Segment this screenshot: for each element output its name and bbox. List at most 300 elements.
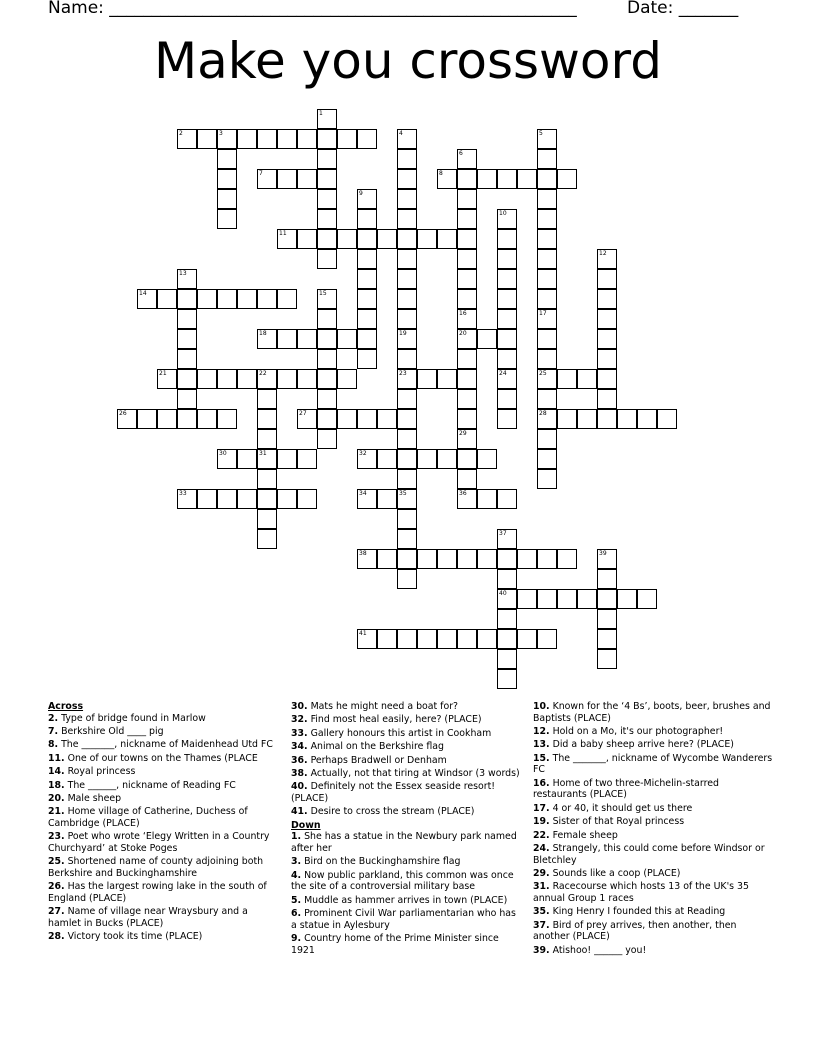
grid-cell[interactable] [497, 529, 517, 549]
grid-cell[interactable] [537, 309, 557, 329]
clue-item [48, 766, 278, 778]
grid-cell[interactable] [377, 549, 397, 569]
grid-cell[interactable] [177, 309, 197, 329]
grid-cell[interactable] [457, 629, 477, 649]
grid-cell[interactable] [457, 209, 477, 229]
clues-column-1 [48, 701, 278, 945]
grid-cell[interactable] [317, 169, 337, 189]
clue-number: 20 [459, 330, 467, 337]
clue-number: 38 [359, 550, 367, 557]
grid-cell[interactable] [497, 609, 517, 629]
grid-cell[interactable] [257, 169, 277, 189]
grid-cell[interactable] [297, 329, 317, 349]
grid-cell[interactable] [217, 369, 237, 389]
grid-cell[interactable] [457, 289, 477, 309]
clue-number: 32 [359, 450, 367, 457]
name-field-label: Name: _______________________________________________________ [48, 0, 577, 18]
clue-text: Country home of the Prime Minister since 1921 [291, 933, 499, 956]
clue-text: Muddle as hammer arrives in town (PLACE) [304, 894, 508, 906]
grid-cell[interactable] [597, 269, 617, 289]
grid-cell[interactable] [317, 109, 337, 129]
grid-cell[interactable] [497, 169, 517, 189]
clue-number-label: 10. [533, 701, 550, 712]
grid-cell[interactable] [457, 469, 477, 489]
grid-cell[interactable] [297, 129, 317, 149]
grid-cell[interactable] [397, 409, 417, 429]
clue-item [533, 830, 773, 842]
clue-number-label: 32. [291, 714, 308, 726]
grid-cell[interactable] [437, 449, 457, 469]
grid-cell[interactable] [257, 429, 277, 449]
grid-cell[interactable] [357, 289, 377, 309]
grid-cell[interactable] [457, 309, 477, 329]
grid-cell[interactable] [437, 229, 457, 249]
clue-number-label: 15. [533, 752, 550, 764]
grid-cell[interactable] [177, 349, 197, 369]
grid-cell[interactable] [497, 409, 517, 429]
grid-cell[interactable] [497, 669, 517, 689]
clue-number-label: 24. [533, 842, 550, 854]
grid-cell[interactable] [357, 269, 377, 289]
grid-cell[interactable] [457, 449, 477, 469]
grid-cell[interactable] [457, 349, 477, 369]
grid-cell[interactable] [217, 449, 237, 469]
grid-cell[interactable] [597, 589, 617, 609]
grid-cell[interactable] [337, 129, 357, 149]
clue-number-label: 4. [291, 869, 302, 881]
grid-cell[interactable] [317, 249, 337, 269]
grid-cell[interactable] [497, 549, 517, 569]
grid-cell[interactable] [217, 409, 237, 429]
grid-cell[interactable] [337, 229, 357, 249]
grid-cell[interactable] [257, 489, 277, 509]
grid-cell[interactable] [397, 469, 417, 489]
grid-cell[interactable] [157, 289, 177, 309]
grid-cell[interactable] [337, 329, 357, 349]
grid-cell[interactable] [557, 169, 577, 189]
grid-cell[interactable] [537, 389, 557, 409]
grid-cell[interactable] [237, 129, 257, 149]
grid-cell[interactable] [277, 489, 297, 509]
grid-cell[interactable] [377, 489, 397, 509]
grid-cell[interactable] [597, 649, 617, 669]
grid-cell[interactable] [197, 409, 217, 429]
clue-number: 39 [599, 550, 607, 557]
grid-cell[interactable] [537, 449, 557, 469]
grid-cell[interactable] [357, 549, 377, 569]
clue-number-label: 1. [291, 831, 302, 843]
grid-cell[interactable] [397, 329, 417, 349]
grid-cell[interactable] [397, 449, 417, 469]
clue-number: 7 [259, 170, 263, 177]
grid-cell[interactable] [477, 489, 497, 509]
clue-number-label: 30. [291, 701, 308, 712]
grid-cell[interactable] [397, 309, 417, 329]
grid-cell[interactable] [157, 409, 177, 429]
grid-cell[interactable] [377, 409, 397, 429]
grid-cell[interactable] [257, 409, 277, 429]
grid-cell[interactable] [397, 129, 417, 149]
clues-column-3 [533, 701, 773, 958]
clue-number: 19 [399, 330, 407, 337]
grid-cell[interactable] [537, 189, 557, 209]
grid-cell[interactable] [477, 329, 497, 349]
grid-cell[interactable] [377, 629, 397, 649]
grid-cell[interactable] [417, 549, 437, 569]
clue-text: Has the largest rowing lake in the south of England (PLACE) [48, 881, 267, 904]
grid-cell[interactable] [357, 189, 377, 209]
clue-number: 22 [259, 370, 267, 377]
grid-cell[interactable] [237, 449, 257, 469]
clue-text: Find most heal easily, here? (PLACE) [310, 714, 482, 726]
grid-cell[interactable] [557, 409, 577, 429]
grid-cell[interactable] [177, 489, 197, 509]
grid-cell[interactable] [477, 449, 497, 469]
grid-cell[interactable] [397, 249, 417, 269]
grid-cell[interactable] [257, 449, 277, 469]
grid-cell[interactable] [517, 169, 537, 189]
grid-cell[interactable] [317, 189, 337, 209]
clue-number: 23 [399, 370, 407, 377]
grid-cell[interactable] [257, 529, 277, 549]
grid-cell[interactable] [317, 369, 337, 389]
grid-cell[interactable] [317, 329, 337, 349]
grid-cell[interactable] [457, 429, 477, 449]
grid-cell[interactable] [457, 389, 477, 409]
grid-cell[interactable] [297, 489, 317, 509]
clue-number-label: 41. [291, 806, 308, 818]
grid-cell[interactable] [317, 309, 337, 329]
grid-cell[interactable] [397, 629, 417, 649]
clue-text: Royal princess [67, 766, 136, 778]
grid-cell[interactable] [497, 229, 517, 249]
across-heading: Across [48, 701, 84, 712]
grid-cell[interactable] [397, 149, 417, 169]
clue-number: 5 [539, 130, 543, 137]
grid-cell[interactable] [297, 169, 317, 189]
grid-cell[interactable] [397, 509, 417, 529]
grid-cell[interactable] [537, 169, 557, 189]
clue-text: Gallery honours this artist in Cookham [310, 727, 492, 739]
grid-cell[interactable] [497, 209, 517, 229]
clue-item [291, 728, 521, 740]
grid-cell[interactable] [557, 549, 577, 569]
grid-cell[interactable] [537, 349, 557, 369]
grid-cell[interactable] [177, 269, 197, 289]
down-heading: Down [291, 819, 321, 831]
clue-item [48, 856, 278, 879]
grid-cell[interactable] [397, 229, 417, 249]
grid-cell[interactable] [637, 589, 657, 609]
grid-cell[interactable] [397, 169, 417, 189]
grid-cell[interactable] [237, 369, 257, 389]
grid-cell[interactable] [597, 549, 617, 569]
grid-cell[interactable] [357, 229, 377, 249]
grid-cell[interactable] [437, 549, 457, 569]
grid-cell[interactable] [537, 269, 557, 289]
grid-cell[interactable] [537, 209, 557, 229]
grid-cell[interactable] [337, 369, 357, 389]
grid-cell[interactable] [417, 369, 437, 389]
grid-cell[interactable] [217, 489, 237, 509]
grid-cell[interactable] [317, 149, 337, 169]
grid-cell[interactable] [177, 129, 197, 149]
grid-cell[interactable] [537, 429, 557, 449]
grid-cell[interactable] [497, 369, 517, 389]
grid-cell[interactable] [597, 369, 617, 389]
grid-cell[interactable] [457, 489, 477, 509]
grid-cell[interactable] [197, 369, 217, 389]
grid-cell[interactable] [417, 629, 437, 649]
grid-cell[interactable] [497, 569, 517, 589]
clue-number-label: 14. [48, 766, 65, 778]
grid-cell[interactable] [537, 549, 557, 569]
clue-item [48, 881, 278, 904]
grid-cell[interactable] [497, 249, 517, 269]
grid-cell[interactable] [277, 329, 297, 349]
grid-cell[interactable] [457, 329, 477, 349]
grid-cell[interactable] [257, 389, 277, 409]
grid-cell[interactable] [577, 369, 597, 389]
grid-cell[interactable] [357, 409, 377, 429]
grid-cell[interactable] [197, 289, 217, 309]
grid-cell[interactable] [497, 289, 517, 309]
clue-number: 18 [259, 330, 267, 337]
grid-cell[interactable] [277, 229, 297, 249]
grid-cell[interactable] [597, 569, 617, 589]
grid-cell[interactable] [357, 249, 377, 269]
grid-cell[interactable] [617, 409, 637, 429]
clue-item [48, 831, 278, 854]
grid-cell[interactable] [497, 589, 517, 609]
grid-cell[interactable] [517, 629, 537, 649]
grid-cell[interactable] [457, 409, 477, 429]
grid-cell[interactable] [277, 369, 297, 389]
grid-cell[interactable] [397, 389, 417, 409]
grid-cell[interactable] [517, 589, 537, 609]
grid-cell[interactable] [257, 509, 277, 529]
grid-cell[interactable] [277, 449, 297, 469]
grid-cell[interactable] [377, 229, 397, 249]
grid-cell[interactable] [477, 169, 497, 189]
grid-cell[interactable] [497, 329, 517, 349]
grid-cell[interactable] [297, 449, 317, 469]
clue-number-label: 7. [48, 725, 59, 737]
grid-cell[interactable] [437, 169, 457, 189]
grid-cell[interactable] [297, 369, 317, 389]
grid-cell[interactable] [357, 309, 377, 329]
grid-cell[interactable] [297, 409, 317, 429]
grid-cell[interactable] [457, 549, 477, 569]
grid-cell[interactable] [397, 369, 417, 389]
grid-cell[interactable] [497, 389, 517, 409]
grid-cell[interactable] [257, 129, 277, 149]
clue-number-label: 38. [291, 767, 308, 779]
grid-cell[interactable] [197, 489, 217, 509]
grid-cell[interactable] [537, 289, 557, 309]
grid-cell[interactable] [217, 129, 237, 149]
grid-cell[interactable] [457, 169, 477, 189]
grid-cell[interactable] [537, 129, 557, 149]
grid-cell[interactable] [457, 369, 477, 389]
grid-cell[interactable] [457, 189, 477, 209]
grid-cell[interactable] [597, 349, 617, 369]
clue-item [291, 714, 521, 726]
grid-cell[interactable] [537, 229, 557, 249]
grid-cell[interactable] [537, 369, 557, 389]
clue-item [291, 895, 521, 907]
grid-cell[interactable] [357, 349, 377, 369]
grid-cell[interactable] [577, 589, 597, 609]
grid-cell[interactable] [657, 409, 677, 429]
grid-cell[interactable] [397, 569, 417, 589]
clue-number-label: 25. [48, 856, 65, 868]
grid-cell[interactable] [397, 489, 417, 509]
grid-cell[interactable] [217, 289, 237, 309]
clue-item [291, 806, 521, 818]
grid-cell[interactable] [417, 229, 437, 249]
grid-cell[interactable] [317, 129, 337, 149]
grid-cell[interactable] [597, 389, 617, 409]
grid-cell[interactable] [497, 489, 517, 509]
grid-cell[interactable] [177, 329, 197, 349]
grid-cell[interactable] [497, 649, 517, 669]
grid-cell[interactable] [297, 229, 317, 249]
grid-cell[interactable] [537, 469, 557, 489]
grid-cell[interactable] [457, 269, 477, 289]
grid-cell[interactable] [177, 389, 197, 409]
grid-cell[interactable] [317, 289, 337, 309]
grid-cell[interactable] [177, 369, 197, 389]
grid-cell[interactable] [357, 489, 377, 509]
grid-cell[interactable] [597, 249, 617, 269]
clue-number-label: 29. [533, 867, 550, 879]
clue-text: The ______, nickname of Reading FC [67, 779, 236, 791]
grid-cell[interactable] [597, 289, 617, 309]
grid-cell[interactable] [597, 329, 617, 349]
grid-cell[interactable] [397, 289, 417, 309]
grid-cell[interactable] [497, 629, 517, 649]
grid-cell[interactable] [197, 129, 217, 149]
grid-cell[interactable] [217, 149, 237, 169]
grid-cell[interactable] [237, 489, 257, 509]
grid-cell[interactable] [277, 169, 297, 189]
grid-cell[interactable] [157, 369, 177, 389]
grid-cell[interactable] [497, 269, 517, 289]
grid-cell[interactable] [277, 289, 297, 309]
grid-cell[interactable] [597, 409, 617, 429]
grid-cell[interactable] [397, 209, 417, 229]
grid-cell[interactable] [357, 129, 377, 149]
grid-cell[interactable] [397, 429, 417, 449]
grid-cell[interactable] [517, 549, 537, 569]
grid-cell[interactable] [457, 249, 477, 269]
grid-cell[interactable] [457, 149, 477, 169]
grid-cell[interactable] [597, 629, 617, 649]
grid-cell[interactable] [237, 289, 257, 309]
grid-cell[interactable] [397, 549, 417, 569]
grid-cell[interactable] [177, 409, 197, 429]
grid-cell[interactable] [537, 149, 557, 169]
grid-cell[interactable] [257, 289, 277, 309]
grid-cell[interactable] [317, 209, 337, 229]
clue-item [533, 726, 773, 738]
grid-cell[interactable] [597, 309, 617, 329]
clue-number-label: 33. [291, 727, 308, 739]
grid-cell[interactable] [317, 429, 337, 449]
grid-cell[interactable] [497, 309, 517, 329]
grid-cell[interactable] [477, 629, 497, 649]
grid-cell[interactable] [257, 329, 277, 349]
date-field-label: Date: _______ [627, 0, 739, 18]
grid-cell[interactable] [437, 629, 457, 649]
grid-cell[interactable] [637, 409, 657, 429]
grid-cell[interactable] [557, 589, 577, 609]
grid-cell[interactable] [217, 209, 237, 229]
grid-cell[interactable] [357, 629, 377, 649]
clue-number: 41 [359, 630, 367, 637]
grid-cell[interactable] [457, 229, 477, 249]
clue-text: 4 or 40, it should get us there [552, 802, 693, 814]
grid-cell[interactable] [317, 409, 337, 429]
clue-number: 13 [179, 270, 187, 277]
grid-cell[interactable] [397, 529, 417, 549]
grid-cell[interactable] [257, 369, 277, 389]
clue-number-label: 36. [291, 754, 308, 766]
grid-cell[interactable] [537, 409, 557, 429]
grid-cell[interactable] [257, 469, 277, 489]
grid-cell[interactable] [497, 349, 517, 369]
grid-cell[interactable] [537, 249, 557, 269]
grid-cell[interactable] [437, 369, 457, 389]
grid-cell[interactable] [477, 549, 497, 569]
grid-cell[interactable] [137, 289, 157, 309]
grid-cell[interactable] [397, 269, 417, 289]
grid-cell[interactable] [317, 389, 337, 409]
clue-text: The _______, nickname of Maidenhead Utd FC [61, 739, 273, 751]
clue-number-label: 13. [533, 739, 550, 751]
grid-cell[interactable] [397, 349, 417, 369]
grid-cell[interactable] [337, 409, 357, 429]
grid-cell[interactable] [117, 409, 137, 429]
clue-item [533, 906, 773, 918]
grid-cell[interactable] [217, 189, 237, 209]
clue-text: Now public parkland, this common was once the site of a controversial military base [291, 869, 514, 893]
clue-text: The _______, nickname of Wycombe Wanderers FC [533, 752, 773, 776]
grid-cell[interactable] [217, 169, 237, 189]
grid-cell[interactable] [317, 229, 337, 249]
grid-cell[interactable] [397, 189, 417, 209]
grid-cell[interactable] [617, 589, 637, 609]
grid-cell[interactable] [537, 329, 557, 349]
grid-cell[interactable] [557, 369, 577, 389]
grid-cell[interactable] [417, 449, 437, 469]
clue-text: Sounds like a coop (PLACE) [552, 867, 681, 879]
grid-cell[interactable] [357, 209, 377, 229]
grid-cell[interactable] [177, 289, 197, 309]
grid-cell[interactable] [357, 449, 377, 469]
clue-number-label: 5. [291, 894, 302, 906]
grid-cell[interactable] [537, 589, 557, 609]
grid-cell[interactable] [537, 629, 557, 649]
grid-cell[interactable] [277, 129, 297, 149]
grid-cell[interactable] [357, 329, 377, 349]
grid-cell[interactable] [377, 449, 397, 469]
grid-cell[interactable] [317, 349, 337, 369]
grid-cell[interactable] [597, 609, 617, 629]
grid-cell[interactable] [137, 409, 157, 429]
grid-cell[interactable] [577, 409, 597, 429]
